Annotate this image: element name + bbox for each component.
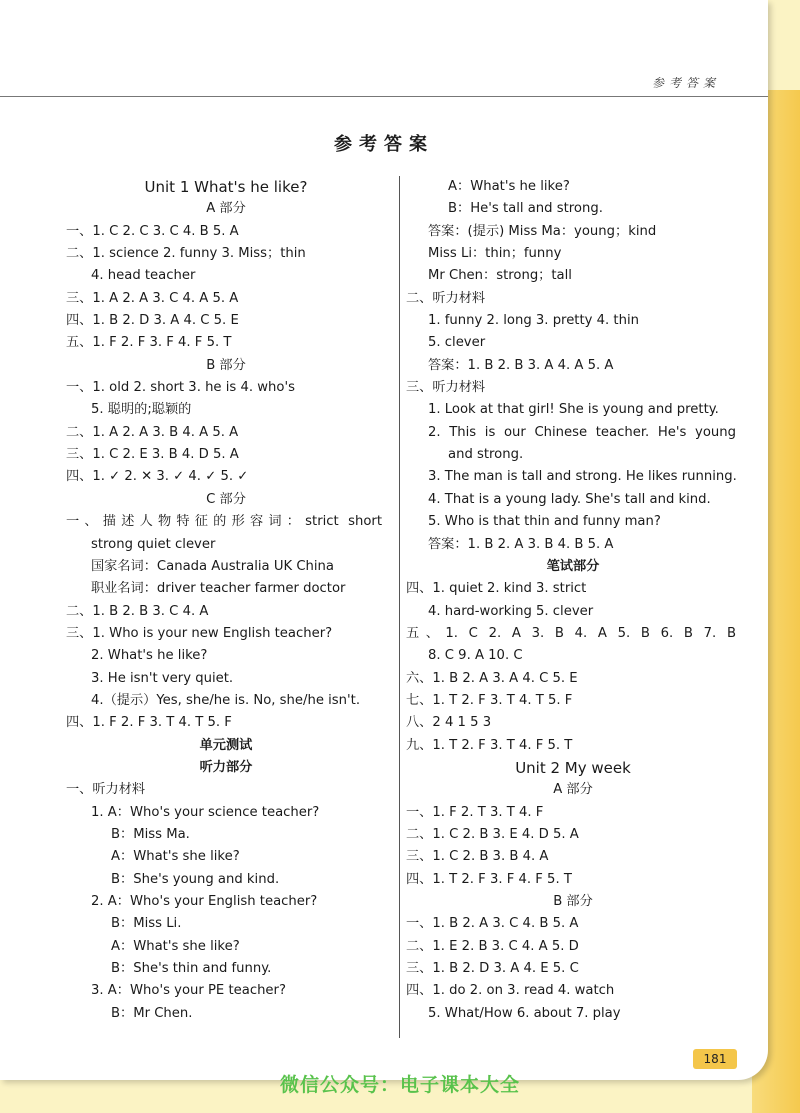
right-line: 一、1. F 2. T 3. T 4. F <box>406 804 544 820</box>
right-line: 答案：1. B 2. A 3. B 4. B 5. A <box>428 536 614 552</box>
left-line: A：What's she like? <box>111 938 240 954</box>
left-line: 三、1. A 2. A 3. C 4. A 5. A <box>66 290 239 306</box>
right-line: 3. The man is tall and strong. He likes running. <box>428 469 737 485</box>
left-line: A 部分 <box>206 201 246 217</box>
left-line: B：Mr Chen. <box>111 1005 193 1021</box>
header-rule <box>0 96 768 97</box>
right-line: 六、1. B 2. A 3. A 4. C 5. E <box>406 670 578 686</box>
left-line: 3. A：Who's your PE teacher? <box>91 983 286 999</box>
page-number: 181 <box>693 1049 737 1069</box>
left-line: 三、1. Who is your new English teacher? <box>66 625 333 641</box>
right-line: 三、1. B 2. D 3. A 4. E 5. C <box>406 961 579 977</box>
right-line: 5. What/How 6. about 7. play <box>428 1005 621 1021</box>
right-line: 笔试部分 <box>546 558 600 574</box>
right-line: 2. This is our Chinese teacher. He's young <box>428 424 736 440</box>
left-line: C 部分 <box>206 491 246 507</box>
right-line: 二、1. E 2. B 3. C 4. A 5. D <box>406 938 579 954</box>
left-line: 四、1. ✓ 2. ✕ 3. ✓ 4. ✓ 5. ✓ <box>66 469 249 485</box>
right-line: 答案：(提示) Miss Ma：young；kind <box>428 223 657 239</box>
left-line: B：She's young and kind. <box>111 871 280 887</box>
right-line: 三、听力材料 <box>406 380 486 396</box>
left-line: 三、1. C 2. E 3. B 4. D 5. A <box>66 447 239 463</box>
left-line: 5. 聪明的;聪颖的 <box>91 402 192 418</box>
right-line: 二、听力材料 <box>406 290 486 306</box>
left-line: 二、1. science 2. funny 3. Miss；thin <box>66 246 306 262</box>
left-line: 职业名词：driver teacher farmer doctor <box>91 581 346 597</box>
left-line: 国家名词：Canada Australia UK China <box>91 558 334 574</box>
page-title: 参考答案 <box>334 134 434 155</box>
right-column <box>406 176 740 1025</box>
right-line: 四、1. quiet 2. kind 3. strict <box>406 581 587 597</box>
left-line: Unit 1 What's he like? <box>144 178 308 196</box>
right-line: B：He's tall and strong. <box>448 201 603 217</box>
right-line: 4. That is a young lady. She's tall and kind. <box>428 491 711 507</box>
left-line: 二、1. A 2. A 3. B 4. A 5. A <box>66 424 239 440</box>
right-line: B 部分 <box>553 894 593 909</box>
header-label: 参考答案 <box>652 76 721 90</box>
right-line: 四、1. do 2. on 3. read 4. watch <box>406 983 615 999</box>
right-line: 三、1. C 2. B 3. B 4. A <box>406 849 549 865</box>
left-line: B：She's thin and funny. <box>111 961 272 977</box>
left-line: 单元测试 <box>199 737 253 753</box>
left-line: 1. A：Who's your science teacher? <box>91 804 320 820</box>
right-line: Mr Chen：strong；tall <box>428 268 572 284</box>
right-line: 七、1. T 2. F 3. T 4. T 5. F <box>406 692 573 708</box>
left-line: 五、1. F 2. F 3. F 4. F 5. T <box>66 335 232 351</box>
right-line: A：What's he like? <box>448 179 570 194</box>
left-line: 二、1. B 2. B 3. C 4. A <box>66 603 209 619</box>
right-line: 九、1. T 2. F 3. T 4. F 5. T <box>406 737 573 753</box>
left-line: 四、1. B 2. D 3. A 4. C 5. E <box>66 313 239 329</box>
right-line: 四、1. T 2. F 3. F 4. F 5. T <box>406 871 572 887</box>
left-line: 3. He isn't very quiet. <box>91 670 234 686</box>
right-line: 八、2 4 1 5 3 <box>406 715 492 731</box>
watermark: 微信公众号：电子课本大全 <box>279 1074 520 1096</box>
left-line: B：Miss Li. <box>111 916 182 932</box>
right-line: 4. hard-working 5. clever <box>428 603 594 619</box>
left-line: 一、1. C 2. C 3. C 4. B 5. A <box>66 223 239 239</box>
left-line: 4. head teacher <box>91 268 196 284</box>
right-line: 五、1. C 2. A 3. B 4. A 5. B 6. B 7. B <box>406 625 736 641</box>
left-line: A：What's she like? <box>111 849 240 865</box>
left-line: 2. A：Who's your English teacher? <box>91 894 318 909</box>
left-line: 听力部分 <box>199 759 253 775</box>
left-line: 一、1. old 2. short 3. he is 4. who's <box>66 380 295 396</box>
left-line: 2. What's he like? <box>91 648 208 664</box>
right-line: 答案：1. B 2. B 3. A 4. A 5. A <box>428 357 614 373</box>
left-line: 4.（提示）Yes, she/he is. No, she/he isn't. <box>91 692 361 708</box>
left-line: 四、1. F 2. F 3. T 4. T 5. F <box>66 715 232 731</box>
right-line: 1. Look at that girl! She is young and pretty. <box>428 402 719 418</box>
right-line: 8. C 9. A 10. C <box>428 648 523 664</box>
right-line: and strong. <box>448 447 524 463</box>
left-line: strong quiet clever <box>91 536 216 552</box>
column-divider <box>399 176 400 1038</box>
right-line: 5. Who is that thin and funny man? <box>428 514 661 530</box>
right-line: 二、1. C 2. B 3. E 4. D 5. A <box>406 826 579 842</box>
right-line: Unit 2 My week <box>515 758 631 777</box>
left-line: 一、听力材料 <box>66 782 146 798</box>
left-line: 一、描述人物特征的形容词：strict short <box>66 514 382 530</box>
left-column <box>66 176 386 1025</box>
right-line: A 部分 <box>553 782 593 798</box>
right-line: 1. funny 2. long 3. pretty 4. thin <box>428 313 639 329</box>
right-line: Miss Li：thin；funny <box>428 246 562 262</box>
right-line: 一、1. B 2. A 3. C 4. B 5. A <box>406 916 579 932</box>
right-line: 5. clever <box>428 335 486 351</box>
left-line: B 部分 <box>206 357 246 373</box>
left-line: B：Miss Ma. <box>111 826 190 842</box>
